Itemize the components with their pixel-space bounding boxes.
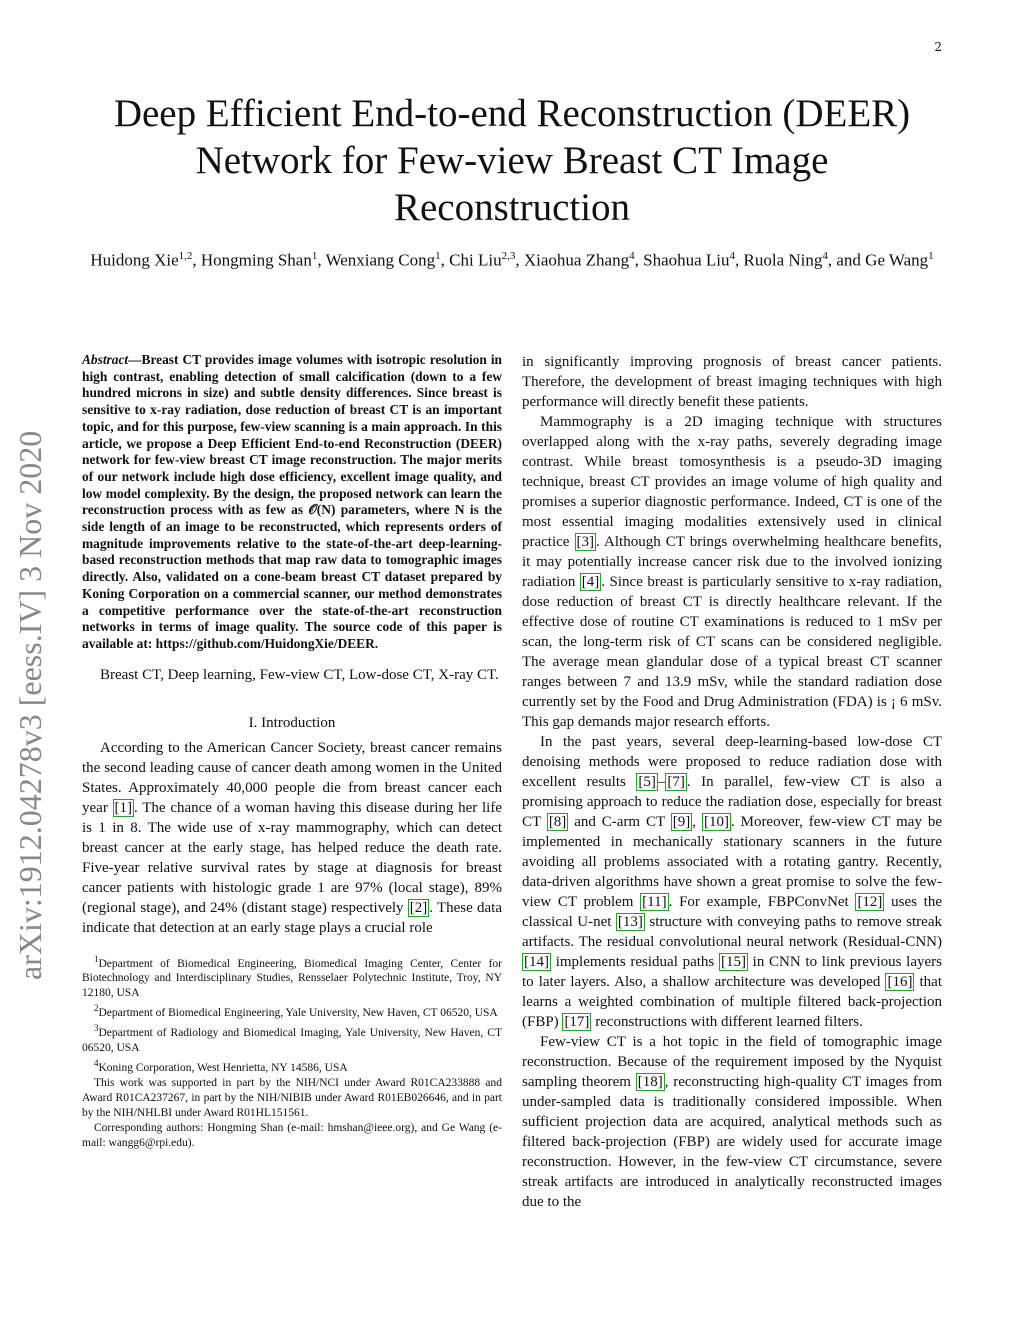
- author-affiliation-mark: 4: [822, 250, 828, 262]
- citation-link[interactable]: [13]: [617, 914, 643, 930]
- author-name: Hongming Shan: [200, 250, 312, 270]
- author-affiliation-mark: 4: [729, 250, 736, 262]
- footnote: $^4$Koning Corporation, West Henrietta, NY 14586, USA: [94, 1058, 348, 1074]
- author-affiliation-mark: 1: [435, 250, 441, 262]
- arxiv-identifier: arXiv:1912.04278v3 [eess.IV] 3 Nov 2020: [12, 430, 48, 980]
- body-paragraph: In the past years, several deep-learning-based low-dose CT denoising methods were proposed to reduce radiation dose with excellent results [5] – [7] . In parallel, few-view CT is also a promising approach to reduce the radiation dose, especially for breast CT [8] and C-arm CT [9] , [10] . Moreover, few-view CT may be implemented in mechanically stationary scanners in the future avoiding all problems associated with a rotating gantry. Recently, data-driven algorithms have shown a great promise to solve the few-view CT problem [11] . For example, FBPConvNet [12] uses the classical U-net [13] structure with conveying paths to remove streak artifacts. The residual convolutional neural network (Residual-CNN) [14] implements residual paths [15] in CNN to link previous layers to later layers. Also, a shallow architecture was developed [16] that learns a weighted combination of multiple filtered back-projection (FBP) [17] reconstructions with different learned filters.: [522, 734, 943, 1030]
- footnotes: [82, 952, 502, 1151]
- paper-title: Deep Efficient End-to-end Reconstruction (DEER) Network for Few-view Breast CT Image Reconstruction: [113, 92, 911, 229]
- footnote: $^1$Department of Biomedical Engineering, Biomedical Imaging Center, Center for Biotechnology and Interdisciplinary Studies, Rensselaer Polytechnic Institute, Troy, NY 12180, USA: [82, 953, 502, 1000]
- author-affiliation-mark: 4: [629, 250, 635, 262]
- citation-link[interactable]: [14]: [524, 954, 549, 970]
- abstract-text: —Breast CT provides image volumes with isotropic resolution in high contrast, enabling detection of small calcification (down to a few hundred microns in size) and subtle density differences. Since breast is sensitive to x-ray radiation, dose reduction of breast CT is an important topic, and for this purpose, few-view scanning is a main approach. In this article, we propose a Deep Efficient End-to-end Reconstruction (DEER) network for few-view breast CT image reconstruction. The major merits of our network include high dose efficiency, excellent image quality, and low model complexity. By the design, the proposed network can learn the reconstruction process with as few as 𝒪(N) parameters, where N is the side length of an image to be reconstructed, which represents orders of magnitude improvements relative to the state-of-the-art deep-learning-based reconstruction methods that map raw data to tomographic images directly. Also, validated on a cone-beam breast CT dataset prepared by Koning Corporation on a commercial scanner, our method demonstrates a competitive performance over the state-of-the-art reconstruction networks in terms of image quality. The source code of this paper is available at: https://github.com/HuidongXie/DEER.: [82, 352, 502, 651]
- citation-link[interactable]: [7]: [667, 774, 685, 790]
- body-paragraph: Mammography is a 2D imaging technique with structures overlapped along with the x-ray paths, severely degrading image contrast. While breast tomosynthesis is a pseudo-3D imaging technique, breast CT provides an image volume of high quality and promises a superior diagnostic performance. Indeed, CT is one of the most essential imaging modalities extensively used in clinical practice [3] . Although CT brings overwhelming healthcare benefits, it may potentially increase cancer risk due to the involved ionizing radiation [4] . Since breast is particularly sensitive to x-ray radiation, dose reduction of breast CT is directly healthcare relevant. If the effective dose of routine CT examinations is reduced to 1 mSv per scan, the long-term risk of CT scans can be considered negligible. The average mean glandular dose of a typical breast CT scanner ranges between 7 and 13.9 mSv, while the standard radiation dose currently set by the Food and Drug Administration (FDA) is ¡ 6 mSv. This gap demands major research efforts.: [522, 414, 942, 730]
- right-column: [522, 352, 942, 1212]
- author-name: Huidong Xie: [90, 250, 179, 270]
- abstract: [82, 352, 502, 653]
- author-name: Ruola Ning: [743, 250, 823, 270]
- intro-paragraph: According to the American Cancer Society, breast cancer remains the second leading cause of cancer death among women in the United States. Approximately 40,000 people die from breast cancer each year [1] . The chance of a woman having this disease during her life is 1 in 8. The wide use of x-ray mammography, which can detect breast cancer at the early stage, has helped reduce the death rate. Five-year relative survival rates by stage at diagnosis for breast cancer patients with histologic grade 1 are 97% (local stage), 89% (regional stage), and 24% (distant stage) respectively [2] . These data indicate that detection at an early stage plays a crucial role: [82, 739, 502, 936]
- left-column: [82, 352, 502, 1151]
- citation-link[interactable]: [17]: [564, 1014, 590, 1030]
- footnote-mark: 1: [94, 953, 99, 964]
- page-number: 2: [934, 40, 942, 54]
- author-affiliation-mark: 2,3: [501, 250, 516, 262]
- abstract-label: Abstract: [82, 352, 129, 367]
- citation-link[interactable]: [16]: [887, 974, 913, 990]
- citation-link[interactable]: [11]: [642, 894, 667, 910]
- citation-link[interactable]: [2]: [409, 899, 428, 916]
- body-paragraph: Few-view CT is a hot topic in the field of tomographic image reconstruction. Because of the requirement imposed by the Nyquist sampling theorem [18] , reconstructing high-quality CT images from under-sampled data is traditionally considered impossible. When sufficient projection data are acquired, analytical methods such as filtered back-projection (FBP) are widely used for accurate image reconstruction. However, in the few-view CT circumstance, severe streak artifacts are introduced in analytically reconstructed images due to the: [522, 1034, 942, 1210]
- footnote: $^3$Department of Radiology and Biomedical Imaging, Yale University, New Haven, CT 06520, USA: [82, 1023, 502, 1055]
- citation-link[interactable]: [9]: [672, 814, 691, 830]
- citation-link[interactable]: [8]: [548, 814, 567, 830]
- author-name: Xiaohua Zhang: [523, 250, 630, 270]
- author-affiliation-mark: 1: [928, 250, 934, 262]
- author-name: Ge Wang: [865, 250, 929, 270]
- body-paragraph: in significantly improving prognosis of breast cancer patients. Therefore, the development of breast imaging techniques with high performance will directly benefit these patients.: [522, 354, 942, 410]
- index-terms: Breast CT, Deep learning, Few-view CT, Low-dose CT, X-ray CT.: [100, 666, 499, 683]
- author-name: Chi Liu: [449, 250, 502, 270]
- citation-link[interactable]: [18]: [637, 1074, 663, 1090]
- footnote: This work was supported in part by the NIH/NCI under Award R01CA233888 and Award R01CA237267, in part by the NIH/NIBIB under Award R01EB026646, and in part by the NIH/NHLBI under Award R01HL151561.: [82, 1076, 502, 1119]
- citation-link[interactable]: [10]: [703, 814, 729, 830]
- author-affiliation-mark: 1,2: [178, 250, 193, 262]
- citation-link[interactable]: [15]: [720, 954, 746, 970]
- footnote: Corresponding authors: Hongming Shan (e-mail: hmshan@ieee.org), and Ge Wang (e-mail: wangg6@rpi.edu).: [82, 1121, 502, 1149]
- citation-link[interactable]: [12]: [857, 894, 883, 910]
- author-list: Huidong Xie$^{1,2}$, Hongming Shan$^1$, Wenxiang Cong$^1$, Chi Liu$^{2,3}$, Xiaohua Zhang$^4$, Shaohua Liu$^4$, Ruola Ning$^4$, and Ge Wang$^1$: [90, 250, 934, 270]
- citation-link[interactable]: [3]: [576, 534, 595, 550]
- author-affiliation-mark: 1: [311, 250, 318, 262]
- citation-link[interactable]: [1]: [114, 799, 133, 816]
- citation-link[interactable]: [4]: [581, 574, 600, 590]
- footnote: $^2$Department of Biomedical Engineering, Yale University, New Haven, CT 06520, USA: [94, 1003, 498, 1020]
- section-heading-introduction: I. Introduction: [248, 714, 336, 731]
- footnote-mark: 4: [94, 1058, 99, 1069]
- footnote-mark: 3: [94, 1023, 99, 1034]
- footnote-mark: 2: [94, 1003, 99, 1014]
- author-name: Shaohua Liu: [643, 250, 730, 270]
- citation-link[interactable]: [5]: [638, 774, 656, 790]
- author-name: Wenxiang Cong: [325, 250, 436, 270]
